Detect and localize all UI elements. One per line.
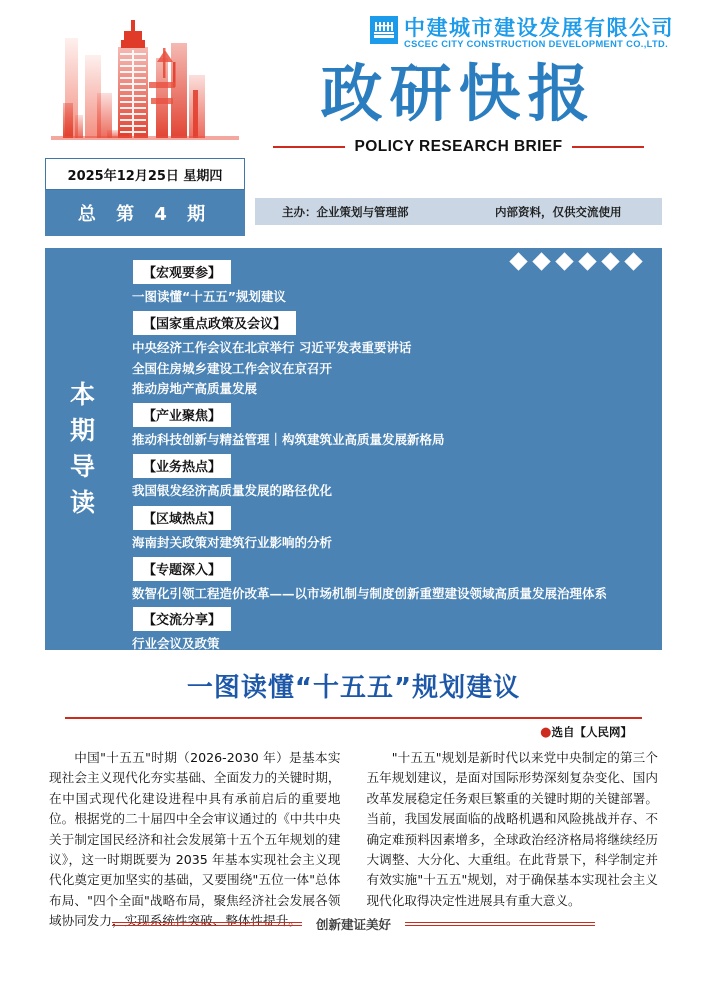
toc-category: 【交流分享】 xyxy=(133,607,231,631)
toc-category: 【区域热点】 xyxy=(133,506,231,530)
toc-category: 【产业聚焦】 xyxy=(133,403,231,427)
footer-divider-right xyxy=(405,922,595,926)
toc-entry[interactable]: 海南封关政策对建筑行业影响的分析 xyxy=(132,534,333,550)
issue-number: 总 第 4 期 xyxy=(77,204,213,225)
masthead xyxy=(45,8,674,238)
article-source: 选自【人民网】 xyxy=(551,725,632,739)
toc-side-char-1: 期 xyxy=(69,415,95,445)
page-title: 政研快报 xyxy=(320,57,597,130)
company-name-en: CSCEC CITY CONSTRUCTION DEVELOPMENT CO.,LTD. xyxy=(404,39,669,49)
toc-side-label xyxy=(45,248,120,650)
toc-side-char-3: 读 xyxy=(69,488,95,518)
toc-entry[interactable]: 我国银发经济高质量发展的路径优化 xyxy=(132,483,333,499)
company-identity xyxy=(370,12,674,56)
internal-notice: 内部资料，仅供交流使用 xyxy=(495,204,622,219)
footer-slogan: 创新建证美好 xyxy=(315,917,391,932)
toc-entry[interactable]: 一图读懂“十五五”规划建议 xyxy=(132,289,286,304)
table-of-contents xyxy=(45,248,662,650)
publish-date: 2025年12月25日 星期四 xyxy=(67,168,223,184)
toc-section xyxy=(130,307,652,338)
article-column-right xyxy=(367,748,659,932)
article-source-row xyxy=(45,724,662,740)
brand-subtitle-row xyxy=(255,136,662,158)
bullet-icon: ● xyxy=(540,725,552,740)
article-columns xyxy=(45,748,662,932)
toc-section xyxy=(130,553,652,584)
toc-section xyxy=(130,603,652,634)
toc-section xyxy=(130,450,652,481)
article-title: 一图读懂“十五五”规划建议 xyxy=(186,673,521,703)
toc-entry[interactable]: 行业会议及政策 xyxy=(132,636,220,652)
article-paragraph: "十五五"规划是新时代以来党中央制定的第三个五年规划建议，是面对国际形势深刻复杂变化、国内改革发展稳定任务艰巨繁重的关键时期的关键部署。当前，我国发展面临的战略机遇和风险挑战并存、不确定难预料因素增多，全球政治经济格局将继续经历大调整、大分化、大重组。在此背景下，科学制定并有效实施"十五五"规划，对于确保基本实现社会主义现代化取得决定性进展具有重大意义。 xyxy=(366,750,658,908)
brand-subtitle: POLICY RESEARCH BRIEF xyxy=(354,138,563,155)
toc-side-char-0: 本 xyxy=(69,379,95,409)
article-column-left xyxy=(49,748,341,932)
article-divider xyxy=(65,717,642,720)
toc-category: 【专题深入】 xyxy=(133,557,231,581)
toc-entry[interactable]: 数智化引领工程造价改革——以市场机制与制度创新重塑建设领域高质量发展治理体系 xyxy=(132,585,608,601)
toc-category: 【国家重点政策及会议】 xyxy=(133,311,296,335)
footer xyxy=(45,912,662,936)
toc-entry[interactable]: 推动科技创新与精益管理｜构筑建筑业高质量发展新格局 xyxy=(132,432,445,447)
company-name-cn: 中建城市建设发展有限公司 xyxy=(404,16,674,40)
toc-side-char-2: 导 xyxy=(69,452,95,481)
toc-category: 【宏观要参】 xyxy=(133,260,231,284)
toc-entry[interactable]: 中央经济工作会议在北京举行 习近平发表重要讲话 xyxy=(132,340,412,356)
publisher-label: 主办：企业策划与管理部 xyxy=(282,204,409,219)
toc-list xyxy=(130,256,652,654)
toc-section xyxy=(130,399,652,430)
toc-section xyxy=(130,256,652,287)
publisher-bar xyxy=(255,198,662,225)
city-skyline-graphic xyxy=(45,10,245,155)
article xyxy=(45,672,662,932)
toc-category: 【业务热点】 xyxy=(133,454,231,478)
toc-section xyxy=(130,502,652,533)
issue-box xyxy=(45,190,245,236)
cscec-logo-icon xyxy=(370,16,398,44)
footer-divider-left xyxy=(112,922,302,926)
toc-entry[interactable]: 推动房地产高质量发展 xyxy=(132,380,258,396)
date-box xyxy=(45,158,245,190)
divider-left xyxy=(273,146,345,149)
divider-right xyxy=(572,146,644,149)
article-paragraph: 中国"十五五"时期（2026-2030 年）是基本实现社会主义现代化夯实基础、全面发力的关键时期，在中国式现代化建设进程中具有承前启后的重要地位。根据党的二十届四中全会审议通过的《中共中央关于制定国民经济和社会发展第十五个五年规划的建议》，这一时期既要为 2035 年基本实现社会主义现代化奠定更加坚实的基础，又要围绕"五位一体"总体布局、"四个全面"战略布局，聚焦经济社会发展各领域协同发力，实现系统性突破、整体性提升。 xyxy=(49,750,341,929)
toc-entry[interactable]: 全国住房城乡建设工作会议在京召开 xyxy=(132,360,333,376)
